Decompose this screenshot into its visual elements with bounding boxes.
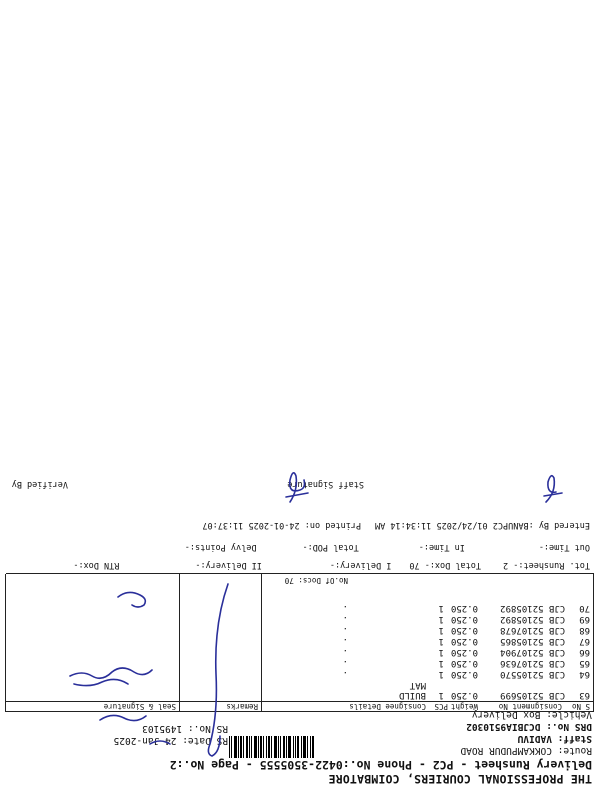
rs-date: RS Date: 24-Jan-2025	[113, 735, 228, 746]
no-of-docs: No.Of Docs: 70	[284, 576, 348, 585]
col-header-seal: Seal & Signature	[103, 702, 176, 711]
totals-line: Tot. Runsheet:- 2Total Dox:- 70I Delivery:-II Delivery:-RTN Dox:-	[73, 560, 590, 570]
col-header-weight: Weight	[450, 702, 478, 711]
vehicle-line: Vehicle: Box Delivery	[471, 709, 592, 720]
staff-line: Staff: VADIVU	[517, 733, 592, 744]
col-header-consignment: Consignment No	[498, 702, 562, 711]
runsheet-title: Delivery Runsheet - PC2 - Phone No.:0422-3505555 - Page No.:2	[169, 758, 592, 772]
table-row: 66CJB 52107904 0.250 1 .	[342, 647, 590, 657]
drs-line: DRS No.: DCJBIA9510302	[466, 721, 592, 732]
table-row: 70CJB 52105892 0.250 1 .	[342, 603, 590, 613]
company-title: THE PROFESSIONAL COURIERS, COIMBATORE	[328, 772, 592, 786]
table-row: 64CJB 52105570 0.250 1 .	[342, 669, 590, 679]
verified-by-label: Verified By	[11, 479, 68, 489]
table-row: 67CJB 52105865 0.250 1 .	[342, 636, 590, 646]
col-header-pcs: PCS	[434, 702, 448, 711]
col-header-remarks: Remarks	[226, 702, 258, 711]
entered-by: Entered By :BANUPC2 01/24/2025 11:34:14 AMPrinted on: 24-01-2025 11:37:07	[202, 520, 590, 530]
time-line: Out Time:-In Time:-Total POD:-Delvy Points:-	[184, 542, 590, 552]
table-row: 63CJB 52105699 0.250 1 BUILD MAT	[398, 680, 590, 700]
staff-signature-label: Staff Signature	[287, 479, 364, 489]
rs-no: RS No.: 1495103	[142, 723, 228, 734]
table-row: 69CJB 52105892 0.250 1 .	[342, 614, 590, 624]
table-row: 68CJB 52107678 0.250 1 .	[342, 625, 590, 635]
col-header-sno: S No	[571, 702, 590, 711]
col-header-consignee: Consignee Details	[349, 702, 426, 711]
table-row: 65CJB 52107636 0.250 1 .	[342, 658, 590, 668]
route-line: Route: COKKAMPUDUR ROAD	[460, 745, 592, 756]
